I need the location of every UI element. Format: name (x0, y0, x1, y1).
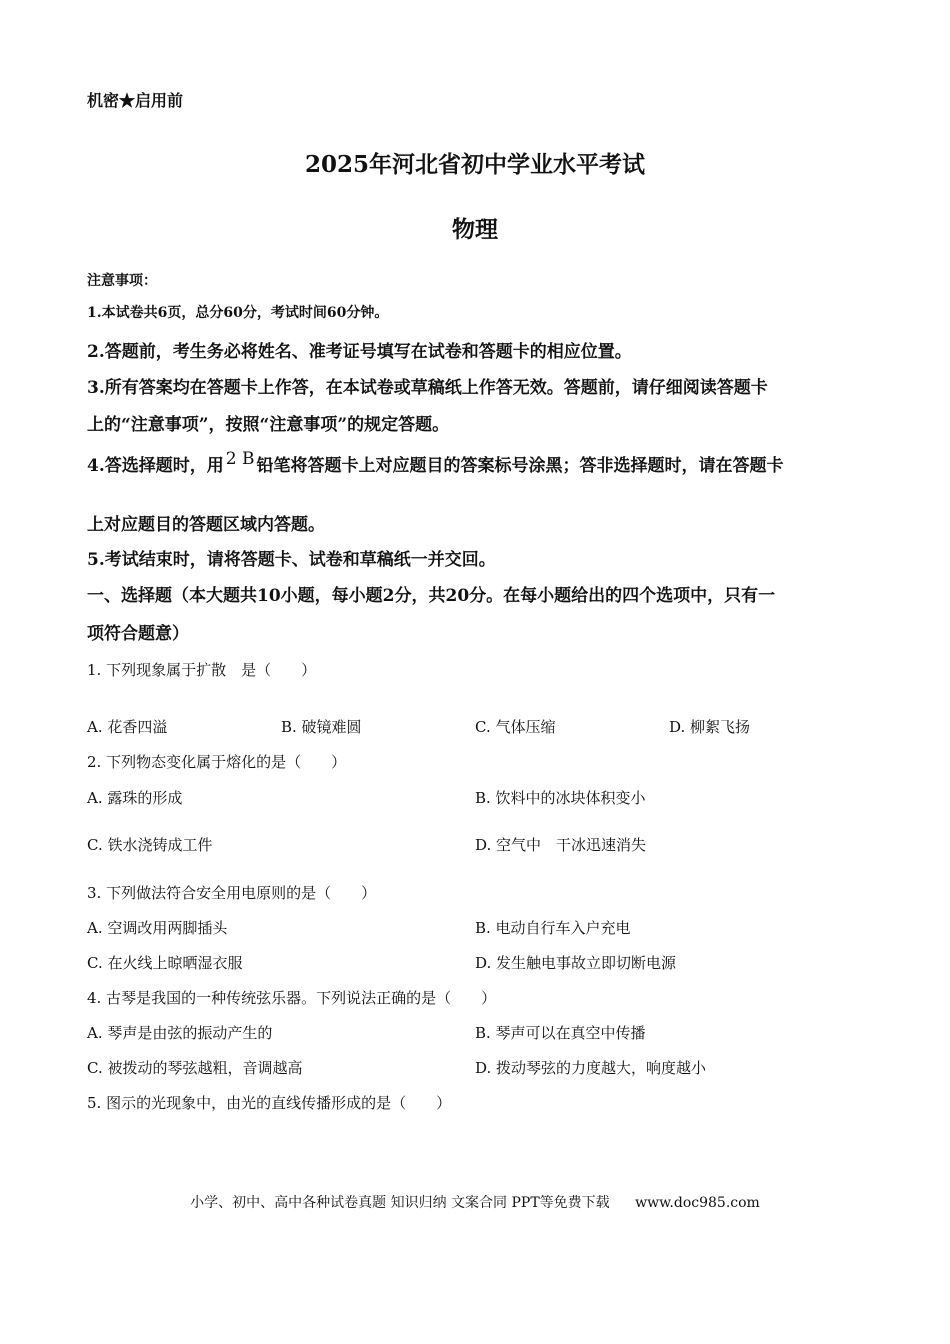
exam-title: 2025年河北省初中学业水平考试 (304, 151, 645, 178)
question-4-option-b: B. 琴声可以在真空中传播 (475, 1024, 646, 1042)
question-1-option-c: C. 气体压缩 (475, 718, 556, 736)
notes-heading: 注意事项： (87, 273, 157, 289)
question-3-option-c: C. 在火线上晾晒湿衣服 (87, 954, 243, 972)
note-2: 2.答题前，考生务必将姓名、准考证号填写在试卷和答题卡的相应位置。 (87, 342, 632, 362)
note-3-line-2: 上的“注意事项”，按照“注意事项”的规定答题。 (87, 415, 450, 435)
note-4-post: 铅笔将答题卡上对应题目的答案标号涂黑；答非选择题时，请在答题卡 (256, 456, 784, 476)
note-5: 5.考试结束时，请将答题卡、试卷和草稿纸一并交回。 (87, 550, 496, 570)
note-1: 1.本试卷共6页，总分60分，考试时间60分钟。 (87, 305, 389, 321)
question-1-option-b: B. 破镜难圆 (281, 718, 362, 736)
note-4-line-1 (87, 451, 783, 476)
question-2-option-a: A. 露珠的形成 (87, 789, 183, 807)
note-4-pre: 4.答选择题时，用 (87, 456, 224, 476)
question-1-stem: 1. 下列现象属于扩散 是（ ） (87, 661, 317, 679)
footer-text: 小学、初中、高中各种试卷真题 知识归纳 文案合同 PPT等免费下载 (190, 1195, 610, 1211)
section-1-heading-line-1: 一、选择题（本大题共10小题，每小题2分，共20分。在每小题给出的四个选项中，只有一 (87, 586, 776, 606)
question-2-option-c: C. 铁水浇铸成工件 (87, 836, 213, 854)
question-3-stem: 3. 下列做法符合安全用电原则的是（ ） (87, 884, 377, 902)
confidential-label: 机密★启用前 (87, 91, 184, 110)
page-footer (0, 1192, 950, 1212)
note-4-line-2: 上对应题目的答题区域内答题。 (87, 515, 325, 535)
question-4-option-d: D. 拨动琴弦的力度越大，响度越小 (475, 1059, 707, 1077)
pencil-grade: 2 B (225, 449, 255, 469)
question-3-option-a: A. 空调改用两脚插头 (87, 919, 228, 937)
section-1-heading-line-2: 项符合题意） (87, 624, 189, 644)
question-4-option-c: C. 被拨动的琴弦越粗，音调越高 (87, 1059, 303, 1077)
question-3-option-d: D. 发生触电事故立即切断电源 (475, 954, 677, 972)
question-2-option-b: B. 饮料中的冰块体积变小 (475, 789, 646, 807)
question-4-stem: 4. 古琴是我国的一种传统弦乐器。下列说法正确的是（ ） (87, 989, 497, 1007)
note-3-line-1: 3.所有答案均在答题卡上作答，在本试卷或草稿纸上作答无效。答题前，请仔细阅读答题卡 (87, 378, 768, 398)
question-2-stem: 2. 下列物态变化属于熔化的是（ ） (87, 753, 347, 771)
question-1-option-d: D. 柳絮飞扬 (669, 718, 751, 736)
subject-title: 物理 (452, 216, 498, 243)
question-1-option-a: A. 花香四溢 (87, 718, 168, 736)
footer-url-link[interactable]: www.doc985.com (635, 1195, 760, 1211)
question-4-option-a: A. 琴声是由弦的振动产生的 (87, 1024, 273, 1042)
question-2-option-d: D. 空气中 干冰迅速消失 (475, 836, 647, 854)
question-5-stem: 5. 图示的光现象中，由光的直线传播形成的是（ ） (87, 1094, 452, 1112)
question-3-option-b: B. 电动自行车入户充电 (475, 919, 631, 937)
